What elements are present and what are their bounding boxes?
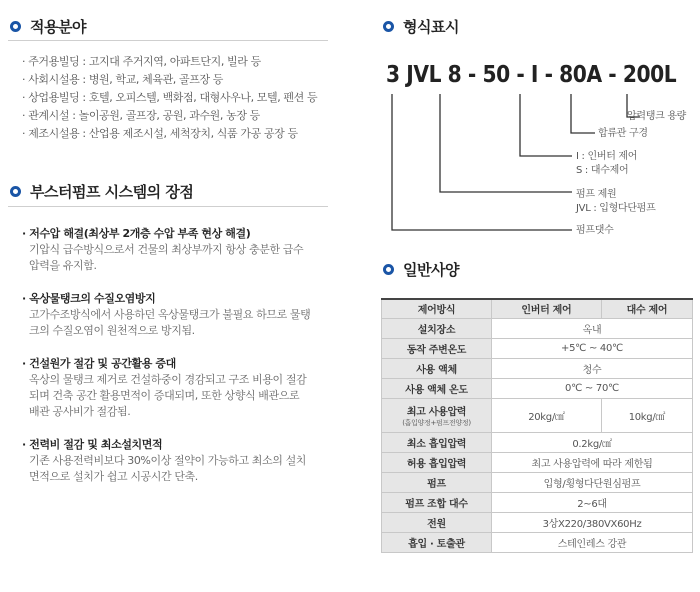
row-value: 스테인레스 강관 (492, 532, 693, 552)
spec-table (381, 298, 693, 553)
table-row (382, 398, 693, 432)
row-label: 최소 흡입압력 (382, 432, 492, 452)
header-multi: 대수 제어 (601, 299, 692, 318)
label-tank-capacity: 압력탱크 용량 (627, 111, 687, 122)
row-value-multi: 10kg/㎠ (601, 398, 692, 432)
table-row (382, 472, 693, 492)
advantage-title: · 저수압 해결(최상부 2개층 수압 부족 현상 해결) (22, 226, 322, 242)
row-label: 사용 액체 (382, 358, 492, 378)
row-label: 펌프 (382, 472, 492, 492)
list-item: · 주거용빌딩 : 고지대 주거지역, 아파트단지, 빌라 등 (22, 53, 317, 71)
row-value: 0.2kg/㎠ (492, 432, 693, 452)
leader-line (520, 94, 572, 156)
advantage-body-line: 기압식 급수방식으로서 건물의 최상부까지 항상 충분한 급수 (29, 243, 304, 256)
table-row (382, 338, 693, 358)
advantage-body-line: 압력을 유지함. (29, 259, 97, 272)
table-row (382, 432, 693, 452)
list-item: · 사회시설용 : 병원, 학교, 체육관, 골프장 등 (22, 71, 317, 89)
list-item: · 제조시설용 : 산업용 제조시설, 세척장치, 식품 가공 공장 등 (22, 125, 317, 143)
table-row (382, 358, 693, 378)
row-label: 동작 주변온도 (382, 338, 492, 358)
header-item: 제어방식 (382, 299, 492, 318)
row-value: 입형/횡형다단원심펌프 (492, 472, 693, 492)
row-value: 0℃ ~ 70℃ (492, 378, 693, 398)
label-pump-model: 펌프 제원 (576, 189, 617, 200)
row-value: 2~6대 (492, 492, 693, 512)
leader-line (392, 94, 572, 230)
row-value: 청수 (492, 358, 693, 378)
row-value-inverter: 20kg/㎠ (492, 398, 602, 432)
advantages-title: 부스터펌프 시스템의 장점 (30, 183, 194, 201)
applications-title: 적용분야 (30, 18, 86, 36)
specs-header (383, 259, 459, 280)
row-label: 흡입 · 토출관 (382, 532, 492, 552)
advantage-body-line: 기존 사용전력비보다 30%이상 절약이 가능하고 최소의 설치 (29, 454, 307, 467)
table-row (382, 452, 693, 472)
label-control-multi: S : 대수제어 (576, 165, 629, 176)
advantage-body-line: 배관 공사비가 절감됨. (29, 405, 131, 418)
advantage-title: · 옥상물탱크의 수질오염방지 (22, 291, 322, 307)
table-row (382, 378, 693, 398)
header-inverter: 인버터 제어 (492, 299, 602, 318)
row-value: 3상X220/380VX60Hz (492, 512, 693, 532)
leader-line (571, 94, 595, 133)
row-label: 전원 (382, 512, 492, 532)
row-label-main: 최고 사용압력 (406, 406, 467, 418)
row-value: +5℃ ~ 40℃ (492, 338, 693, 358)
label-manifold: 합류관 구경 (598, 128, 648, 139)
table-row (382, 532, 693, 552)
list-item: · 관계시설 : 놀이공원, 골프장, 공원, 과수원, 농장 등 (22, 107, 317, 125)
specs-title: 일반사양 (403, 261, 459, 279)
label-pump-model-jvl: JVL : 입형다단펌프 (576, 203, 656, 214)
row-label-sub: (흡입양정+펌프전양정) (402, 418, 471, 427)
row-label: 펌프 조합 대수 (382, 492, 492, 512)
row-label (382, 398, 492, 432)
list-item: · 상업용빌딩 : 호텔, 오피스텔, 백화점, 대형사우나, 모텔, 펜션 등 (22, 89, 317, 107)
row-label: 허용 흡입압력 (382, 452, 492, 472)
row-label: 사용 액체 온도 (382, 378, 492, 398)
advantage-title: · 건설원가 절감 및 공간활용 증대 (22, 356, 322, 372)
row-value: 최고 사용압력에 따라 제한됨 (492, 452, 693, 472)
circle-bullet-icon (383, 264, 394, 275)
table-row (382, 512, 693, 532)
leader-line (440, 94, 572, 192)
table-row (382, 492, 693, 512)
advantage-body-line: 크의 수질오염이 원천적으로 방지됨. (29, 324, 195, 337)
advantage-title: · 전력비 절감 및 최소설치면적 (22, 437, 322, 453)
advantage-body-line: 고가수조방식에서 사용하던 옥상물탱크가 불필요 하므로 물탱 (29, 308, 311, 321)
row-label: 설치장소 (382, 318, 492, 338)
advantage-body-line: 면적으로 설치가 쉽고 시공시간 단축. (29, 470, 198, 483)
advantage-body-line: 되며 건축 공간 활용면적이 증대되며, 또한 상향식 배관으로 (29, 389, 300, 402)
advantage-body-line: 옥상의 물탱크 제거로 건설하중이 경감되고 구조 비용이 절감 (29, 373, 307, 386)
row-value: 옥내 (492, 318, 693, 338)
label-control-inverter: I : 인버터 제어 (576, 151, 638, 162)
label-pump-count: 펌프댓수 (576, 225, 614, 236)
model-title: 형식표시 (403, 18, 459, 36)
table-header-row (382, 299, 693, 318)
table-row (382, 318, 693, 338)
model-code: 3 JVL 8 - 50 - I - 80A - 200L (386, 62, 677, 88)
